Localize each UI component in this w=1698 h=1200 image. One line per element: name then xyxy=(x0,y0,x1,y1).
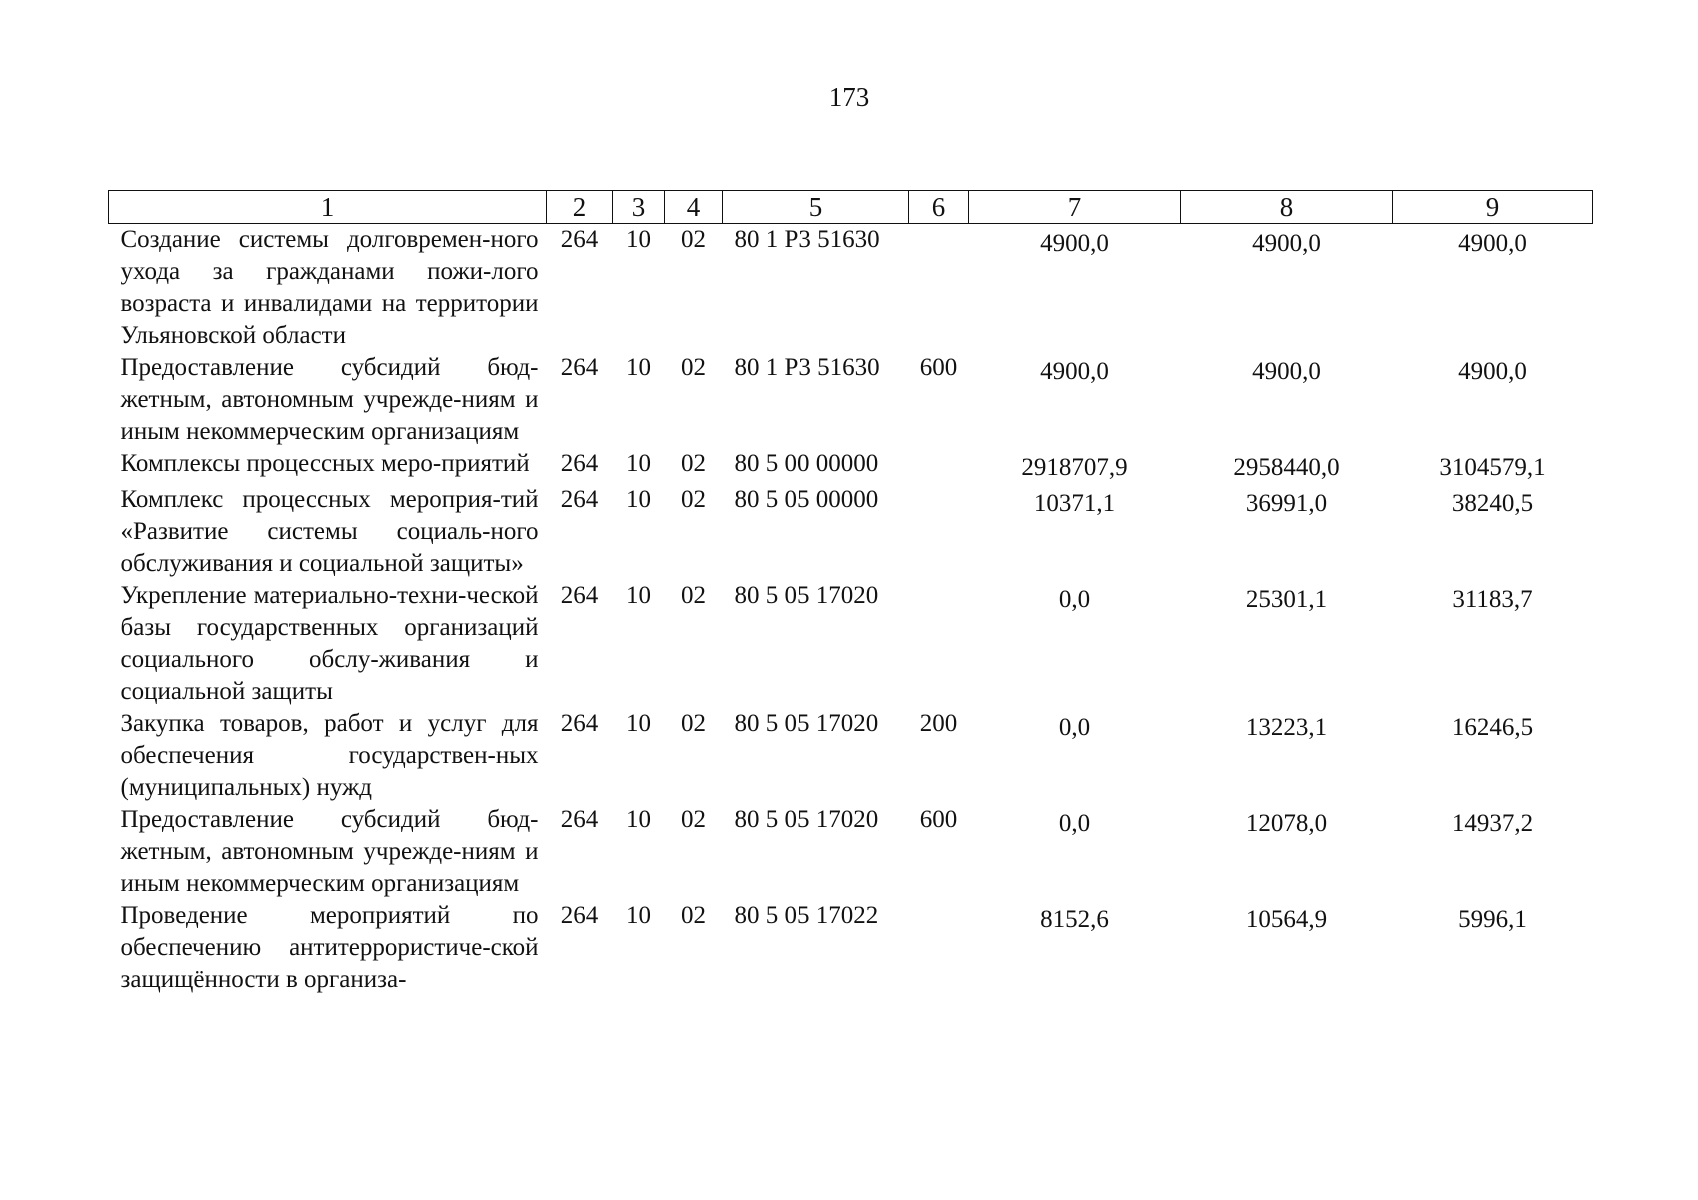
row-name: Создание системы долговремен-ного ухода за гражданами пожи-лого возраста и инвалидами на территории Ульяновской области xyxy=(120,226,539,349)
cell-code-5: 80 1 Р3 51630 xyxy=(734,354,880,381)
cell-code-6 xyxy=(909,580,969,708)
cell-code-4: 02 xyxy=(681,806,706,833)
cell-amount-8: 13223,1 xyxy=(1245,714,1328,741)
cell-code-6 xyxy=(909,900,969,996)
cell-code-3: 10 xyxy=(626,582,651,609)
cell-amount-9: 3104579,1 xyxy=(1439,454,1546,481)
cell-amount-7: 0,0 xyxy=(1058,810,1091,837)
row-name: Укрепление материально-техни-ческой базы государственных организаций социального обслу-живания и социальной защиты xyxy=(120,582,539,705)
row-name: Предоставление субсидий бюд-жетным, автономным учрежде-ниям и иным некоммерческим организациям xyxy=(120,806,539,897)
column-header: 2 xyxy=(547,191,613,224)
cell-code-2: 264 xyxy=(560,806,599,833)
page-number: 173 xyxy=(828,82,870,112)
cell-code-4: 02 xyxy=(681,354,706,381)
header-row xyxy=(109,191,1593,224)
cell-code-2: 264 xyxy=(560,354,599,381)
cell-amount-8: 10564,9 xyxy=(1245,906,1328,933)
cell-amount-7: 4900,0 xyxy=(1040,358,1109,385)
cell-amount-7: 2918707,9 xyxy=(1021,454,1128,481)
cell-amount-9: 4900,0 xyxy=(1458,358,1527,385)
row-name: Комплекс процессных мероприя-тий «Развитие системы социаль-ного обслуживания и социальной защиты» xyxy=(120,486,539,577)
cell-amount-7: 0,0 xyxy=(1058,714,1091,741)
cell-amount-8: 2958440,0 xyxy=(1233,454,1340,481)
cell-code-4: 02 xyxy=(681,486,706,513)
cell-amount-8: 4900,0 xyxy=(1252,230,1321,257)
column-header: 1 xyxy=(109,191,547,224)
column-header: 6 xyxy=(909,191,969,224)
table-row xyxy=(109,708,1593,804)
cell-code-4: 02 xyxy=(681,226,706,253)
cell-amount-8: 36991,0 xyxy=(1245,490,1328,517)
cell-code-2: 264 xyxy=(560,226,599,253)
row-name: Закупка товаров, работ и услуг для обеспечения государствен-ных (муниципальных) нужд xyxy=(120,710,539,801)
cell-code-5: 80 5 05 17020 xyxy=(734,710,879,737)
table-row xyxy=(109,448,1593,484)
cell-code-3: 10 xyxy=(626,354,651,381)
column-header: 5 xyxy=(723,191,909,224)
cell-code-6 xyxy=(909,484,969,580)
cell-code-3: 10 xyxy=(626,226,651,253)
table-row xyxy=(109,580,1593,708)
column-header: 3 xyxy=(613,191,665,224)
cell-amount-9: 38240,5 xyxy=(1451,490,1534,517)
cell-amount-8: 12078,0 xyxy=(1245,810,1328,837)
cell-code-6 xyxy=(909,224,969,353)
column-header: 7 xyxy=(969,191,1181,224)
cell-code-3: 10 xyxy=(626,710,651,737)
row-name: Комплексы процессных меро-приятий xyxy=(120,450,530,477)
cell-code-5: 80 5 05 17020 xyxy=(734,582,879,609)
column-header: 9 xyxy=(1393,191,1593,224)
cell-amount-7: 10371,1 xyxy=(1033,490,1116,517)
cell-code-5: 80 5 05 17022 xyxy=(734,902,879,929)
column-header: 8 xyxy=(1181,191,1393,224)
cell-code-2: 264 xyxy=(560,710,599,737)
cell-amount-9: 16246,5 xyxy=(1451,714,1534,741)
cell-code-2: 264 xyxy=(560,486,599,513)
cell-code-2: 264 xyxy=(560,582,599,609)
cell-code-3: 10 xyxy=(626,902,651,929)
cell-code-3: 10 xyxy=(626,806,651,833)
cell-code-5: 80 5 05 17020 xyxy=(734,806,879,833)
table-row xyxy=(109,484,1593,580)
table-row xyxy=(109,900,1593,996)
cell-code-6: 600 xyxy=(919,354,958,381)
cell-amount-9: 31183,7 xyxy=(1452,586,1533,613)
cell-code-3: 10 xyxy=(626,486,651,513)
cell-code-5: 80 1 Р3 51630 xyxy=(734,226,880,253)
cell-amount-7: 0,0 xyxy=(1058,586,1091,613)
row-name: Проведение мероприятий по обеспечению антитеррористиче-ской защищённости в организа- xyxy=(120,902,539,993)
cell-code-2: 264 xyxy=(560,450,599,477)
cell-code-3: 10 xyxy=(626,450,651,477)
cell-code-2: 264 xyxy=(560,902,599,929)
cell-amount-9: 4900,0 xyxy=(1458,230,1527,257)
cell-code-4: 02 xyxy=(681,450,706,477)
cell-code-4: 02 xyxy=(681,710,706,737)
budget-table xyxy=(108,190,1593,996)
table-row xyxy=(109,804,1593,900)
cell-code-4: 02 xyxy=(681,582,706,609)
row-name: Предоставление субсидий бюд-жетным, автономным учрежде-ниям и иным некоммерческим организациям xyxy=(120,354,539,445)
cell-code-6: 600 xyxy=(919,806,958,833)
cell-amount-9: 14937,2 xyxy=(1451,810,1534,837)
cell-amount-7: 8152,6 xyxy=(1040,906,1109,933)
cell-amount-8: 25301,1 xyxy=(1245,586,1328,613)
cell-code-5: 80 5 05 00000 xyxy=(734,486,879,513)
column-header: 4 xyxy=(665,191,723,224)
cell-code-6 xyxy=(909,448,969,484)
table-row xyxy=(109,224,1593,353)
cell-amount-7: 4900,0 xyxy=(1040,230,1109,257)
cell-code-5: 80 5 00 00000 xyxy=(734,450,879,477)
cell-code-4: 02 xyxy=(681,902,706,929)
cell-amount-8: 4900,0 xyxy=(1252,358,1321,385)
table-row xyxy=(109,352,1593,448)
cell-code-6: 200 xyxy=(919,710,958,737)
cell-amount-9: 5996,1 xyxy=(1458,906,1527,933)
